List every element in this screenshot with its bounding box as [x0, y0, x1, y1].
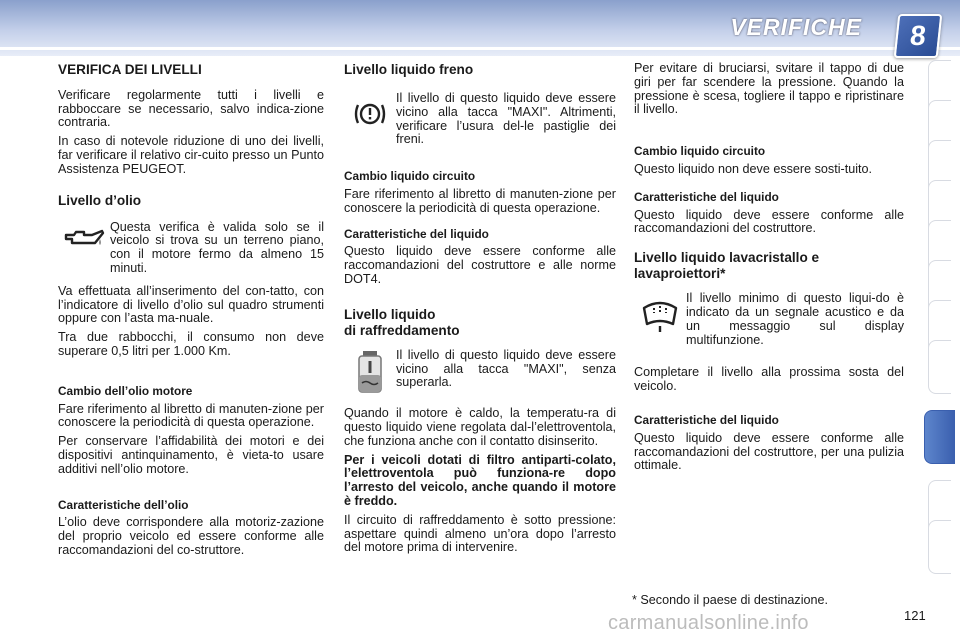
coolant-spec-paragraph: Questo liquido deve essere conforme alle raccomandazioni del costruttore. [634, 207, 904, 236]
column-3 [634, 58, 904, 478]
washer-fluid-icon [634, 292, 686, 334]
brake-heading: Livello liquido freno [344, 62, 474, 77]
oil-can-icon [58, 221, 110, 253]
side-tab[interactable] [928, 520, 951, 574]
page-title: VERIFICHE [730, 14, 862, 40]
oil-spec-heading: Caratteristiche dell’olio [58, 497, 189, 512]
coolant-warning: Per i veicoli dotati di filtro antiparti-colato, l’elettroventola può funziona-re dopo l’arresto del veicolo, anche quando il motore è freddo. [344, 452, 616, 508]
watermark: carmanualsonline.info [608, 612, 809, 634]
washer-spec-paragraph: Questo liquido deve essere conforme alle raccomandazioni del costruttore, per una pulizia ottimale. [634, 430, 904, 473]
brake-warning-icon [344, 92, 396, 128]
header-band [0, 0, 960, 56]
oil-change-heading: Cambio dell’olio motore [58, 383, 193, 398]
intro-paragraph: In caso di notevole riduzione di uno dei livelli, far verificare il relativo cir-cuito presso un Punto Assistenza PEUGEOT. [58, 134, 324, 176]
coolant-spec-heading: Caratteristiche del liquido [634, 189, 779, 204]
footnote: * Secondo il paese di destinazione. [632, 593, 829, 607]
washer-heading: Livello liquido lavacristallo e lavaproiettori* [634, 250, 820, 282]
column-1 [58, 58, 324, 563]
oil-heading: Livello d’olio [58, 192, 142, 208]
page-number: 121 [904, 608, 926, 623]
oil-paragraph: Tra due rabbocchi, il consumo non deve superare 0,5 litri per 1.000 Km. [58, 330, 324, 358]
washer-spec-heading: Caratteristiche del liquido [634, 412, 779, 427]
coolant-paragraph: Il circuito di raffreddamento è sotto pressione: aspettare quindi almeno un’ora dopo l’arresto del motore prima di intervenire. [344, 512, 616, 555]
coolant-heading-line: di raffreddamento [344, 322, 460, 338]
oil-change-paragraph: Per conservare l’affidabilità dei motori e dei dispositivi antinquinamento, è vieta-to usare additivi nell’olio motore. [58, 434, 324, 476]
brake-change-paragraph: Fare riferimento al libretto di manuten-zione per conoscere la periodicità di questa operazione. [344, 186, 616, 215]
section-title: VERIFICA DEI LIVELLI [58, 62, 202, 77]
brake-spec-heading: Caratteristiche del liquido [344, 226, 489, 241]
burn-warning-paragraph: Per evitare di bruciarsi, svitare il tappo di due giri per far scendere la pressione. Quando la pressione è scesa, togliere il tappo e ripristinare il livello. [634, 61, 904, 117]
intro-paragraph: Verificare regolarmente tutti i livelli e rabboccare se necessario, salvo indica-zione contraria. [58, 87, 324, 130]
washer-paragraph: Completare il livello alla prossima sosta del veicolo. [634, 365, 904, 394]
side-tab-active[interactable] [924, 410, 955, 464]
coolant-change-heading: Cambio liquido circuito [634, 144, 766, 159]
header-divider [0, 47, 960, 50]
brake-note [344, 92, 616, 152]
side-tab[interactable] [928, 340, 951, 394]
oil-change-paragraph: Fare riferimento al libretto di manuten-zione per conoscere la periodicità di questa operazione. [58, 401, 324, 430]
washer-note-text: Il livello minimo di questo liqui-do è indicato da un segnale acustico e da un messaggio sul display multifunzione. [686, 291, 904, 347]
oil-paragraph: Va effettuata all’inserimento del con-tatto, con l’indicatore di livello d’olio sul quadro strumenti oppure con l’asta ma-nuale. [58, 283, 324, 326]
oil-spec-paragraph: L’olio deve corrispondere alla motoriz-zazione del proprio veicolo ed essere conforme alle raccomandazioni del co-struttore. [58, 515, 324, 557]
brake-spec-paragraph: Questo liquido deve essere conforme alle raccomandazioni del costruttore e alle norme DOT4. [344, 244, 616, 286]
brake-note-text: Il livello di questo liquido deve essere vicino alla tacca "MAXI". Altrimenti, verificare l’usura del-le pastiglie dei freni. [396, 91, 616, 147]
coolant-change-paragraph: Questo liquido non deve essere sosti-tuito. [634, 161, 873, 176]
oil-note-text: Questa verifica è valida solo se il veicolo si trova su un terreno piano, con il motore fermo da almeno 15 minuti. [110, 219, 324, 275]
coolant-note-text: Il livello di questo liquido deve essere vicino alla tacca "MAXI", senza superarla. [396, 347, 616, 390]
brake-change-heading: Cambio liquido circuito [344, 169, 476, 184]
coolant-note [344, 349, 616, 395]
side-tabs [928, 60, 960, 580]
coolant-paragraph: Quando il motore è caldo, la temperatu-ra di questo liquido viene regolata dal-l’elettroventola, che funziona anche con il contatto disinserito. [344, 406, 616, 448]
column-2 [344, 58, 616, 560]
chapter-badge: 8 [894, 14, 943, 58]
coolant-heading-line: Livello liquido [344, 306, 436, 322]
oil-note [58, 221, 324, 281]
coolant-heading [344, 307, 616, 339]
washer-note [634, 292, 904, 352]
coolant-level-icon [344, 349, 396, 395]
